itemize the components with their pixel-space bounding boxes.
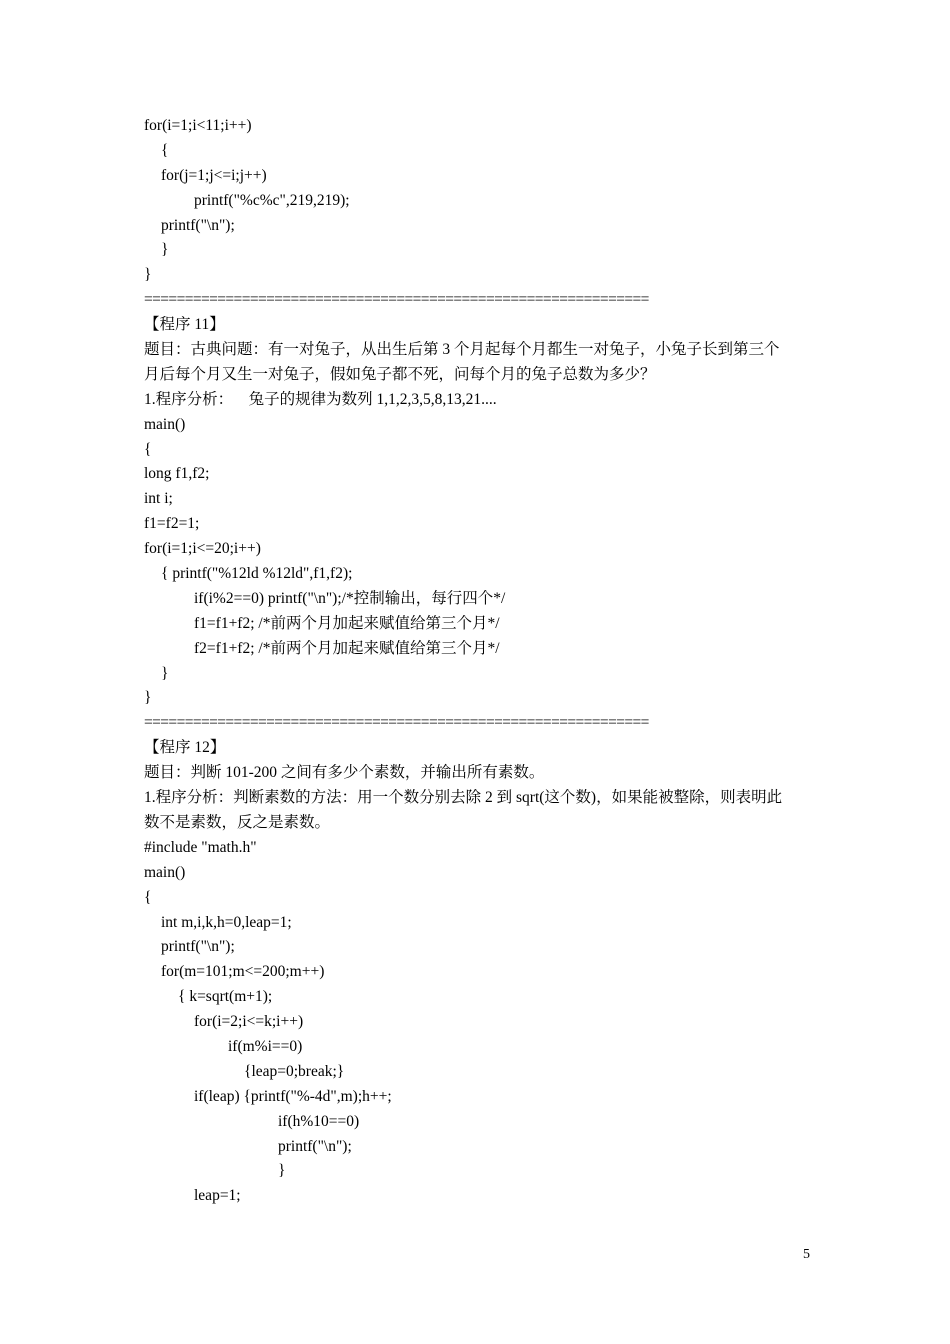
text-line: 数不是素数，反之是素数。 — [144, 813, 331, 831]
text-line: { k=sqrt(m+1); — [178, 988, 273, 1006]
text-line: f1=f1+f2; /*前两个月加起来赋值给第三个月*/ — [194, 614, 500, 632]
text-line: 1.程序分析：判断素数的方法：用一个数分别去除 2 到 sqrt(这个数)，如果能被整除，则表明此 — [144, 789, 783, 807]
text-line: #include "math.h" — [144, 838, 257, 856]
text-line: { — [144, 888, 152, 906]
text-line: for(i=1;i<11;i++) — [144, 117, 252, 134]
text-line: } — [161, 664, 169, 682]
document-body — [144, 114, 824, 1209]
text-line: int m,i,k,h=0,leap=1; — [161, 913, 292, 931]
text-line: } — [278, 1162, 286, 1180]
text-line: long f1,f2; — [144, 465, 210, 483]
text-line: printf("\n"); — [161, 216, 235, 234]
text-line: { — [144, 440, 152, 458]
text-line: printf("\n"); — [161, 938, 235, 956]
text-line: main() — [144, 415, 186, 433]
text-line: for(i=2;i<=k;i++) — [194, 1013, 304, 1031]
text-line: } — [144, 266, 152, 284]
text-line: main() — [144, 863, 186, 881]
text-line: if(i%2==0) printf("\n");/*控制输出，每行四个*/ — [194, 589, 506, 607]
text-line: f1=f2=1; — [144, 515, 200, 533]
text-line: } — [161, 241, 169, 259]
text-line: if(m%i==0) — [228, 1037, 303, 1055]
text-line: 题目：判断 101-200 之间有多少个素数，并输出所有素数。 — [144, 764, 545, 782]
text-line: {leap=0;break;} — [244, 1062, 345, 1080]
page-number: 5 — [803, 1247, 810, 1262]
separator-line: ============================================================== — [144, 714, 649, 732]
text-line: int i; — [144, 490, 173, 508]
text-line: 题目：古典问题：有一对兔子，从出生后第 3 个月起每个月都生一对兔子，小兔子长到第三个 — [144, 341, 780, 359]
text-line: } — [144, 689, 152, 707]
text-line: 【程序 12】 — [144, 739, 226, 757]
text-line: for(i=1;i<=20;i++) — [144, 540, 261, 558]
text-line: f2=f1+f2; /*前两个月加起来赋值给第三个月*/ — [194, 639, 500, 657]
text-line: for(j=1;j<=i;j++) — [161, 166, 267, 184]
text-line: for(m=101;m<=200;m++) — [161, 963, 325, 981]
text-line: printf("%c%c",219,219); — [194, 191, 350, 209]
text-line: 月后每个月又生一对兔子，假如兔子都不死，问每个月的兔子总数为多少？ — [144, 365, 656, 383]
text-line: 【程序 11】 — [144, 316, 225, 334]
text-line: 1.程序分析： 兔子的规律为数列 1,1,2,3,5,8,13,21.... — [144, 390, 497, 408]
text-line: if(h%10==0) — [278, 1112, 360, 1130]
text-line: if(leap) {printf("%-4d",m);h++; — [194, 1087, 392, 1105]
text-line: { — [161, 141, 169, 159]
separator-line: ============================================================== — [144, 291, 649, 309]
text-line: printf("\n"); — [278, 1137, 352, 1155]
text-line: leap=1; — [194, 1187, 241, 1205]
text-line: { printf("%12ld %12ld",f1,f2); — [161, 565, 353, 583]
